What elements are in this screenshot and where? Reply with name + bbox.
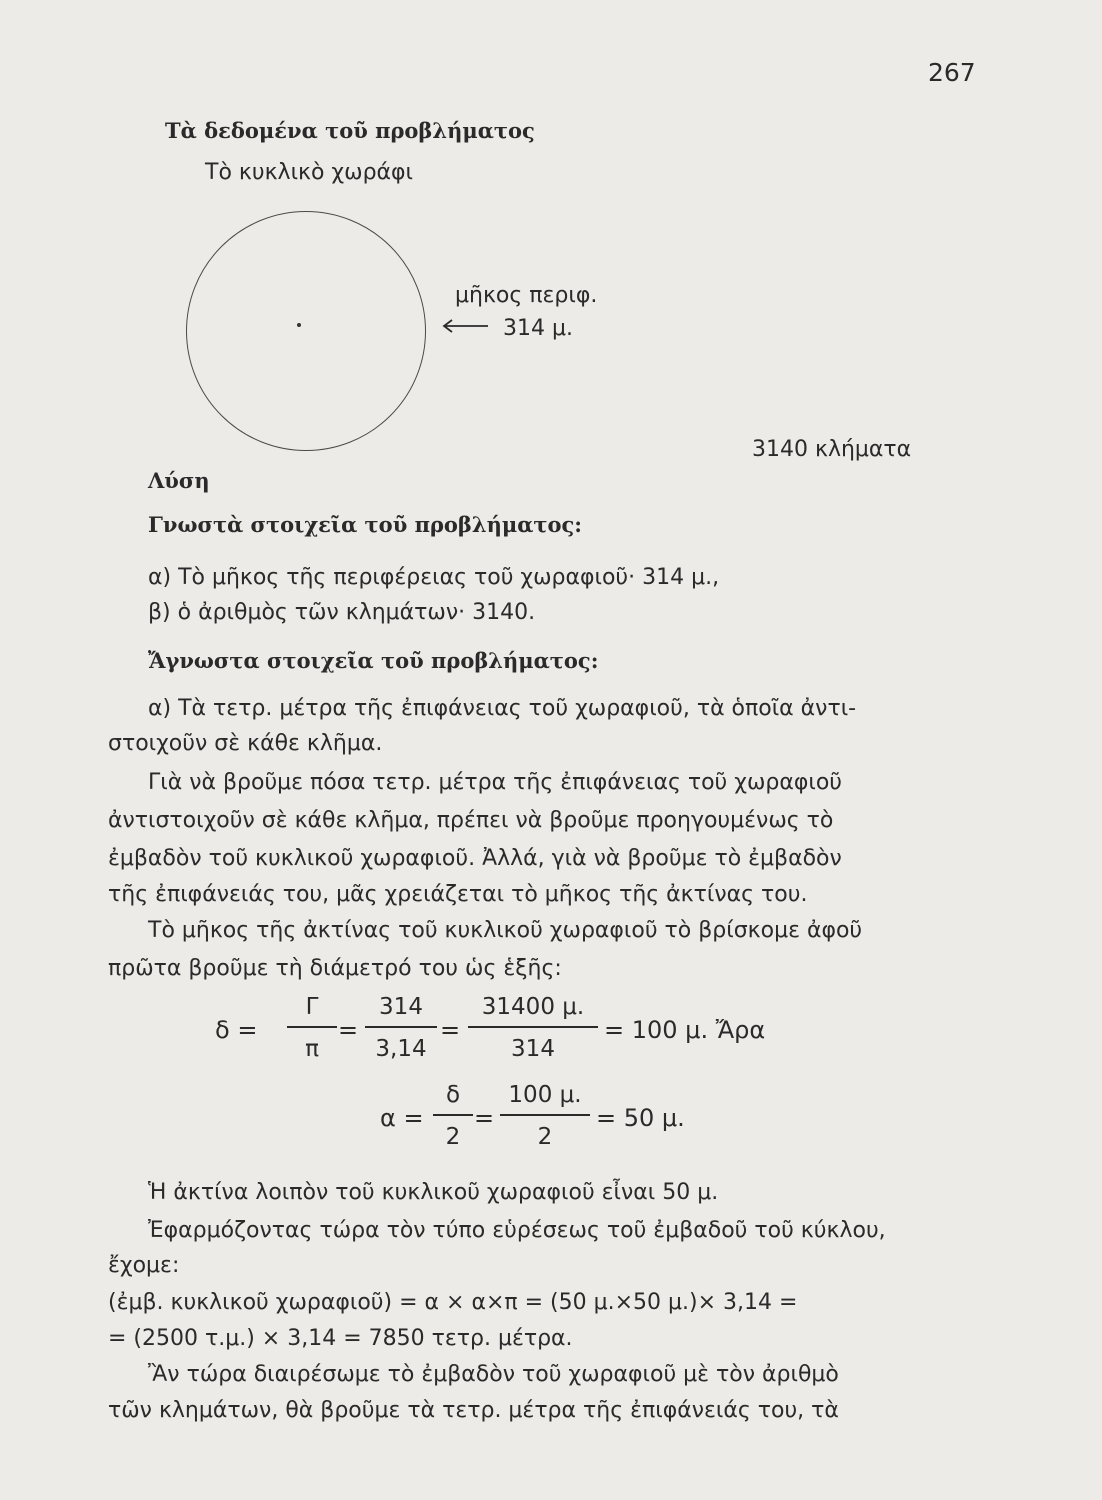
given-subheading: Τὸ κυκλικὸ χωράφι	[205, 160, 413, 185]
paragraph-line: Γιὰ νὰ βροῦμε πόσα τετρ. μέτρα τῆς ἐπιφάνειας τοῦ χωραφιοῦ	[148, 770, 843, 795]
eq2-equals: =	[474, 1104, 495, 1132]
paragraph-line: ἀντιστοιχοῦν σὲ κάθε κλῆμα, πρέπει νὰ βροῦμε προηγουμένως τὸ	[108, 808, 834, 833]
eq2-f1-den: 2	[445, 1123, 461, 1150]
paragraph-line: ἔχομε:	[108, 1253, 180, 1278]
eq1-fraction-3	[468, 994, 598, 1062]
paragraph-line: τῆς ἐπιφάνειάς του, μᾶς χρειάζεται τὸ μῆκος τῆς ἀκτίνας του.	[108, 882, 808, 907]
known-heading: Γνωστὰ στοιχεῖα τοῦ προβλήματος:	[148, 512, 583, 537]
eq1-equals: =	[440, 1016, 461, 1044]
eq2-lhs: α =	[380, 1104, 424, 1132]
paragraph-line: Ἡ ἀκτίνα λοιπὸν τοῦ κυκλικοῦ χωραφιοῦ εἶναι 50 μ.	[148, 1180, 719, 1205]
eq2-fraction-1	[433, 1082, 473, 1150]
eq1-fraction-1	[287, 994, 337, 1062]
eq2-f2-den: 2	[537, 1123, 553, 1150]
given-heading: Τὰ δεδομένα τοῦ προβλήματος	[165, 118, 535, 143]
eq1-equals: =	[338, 1016, 359, 1044]
circle-center-dot	[297, 323, 301, 327]
eq1-result: = 100 μ. Ἄρα	[604, 1016, 766, 1044]
perimeter-value: 314 μ.	[503, 316, 573, 341]
perimeter-label: μῆκος περιφ.	[455, 283, 598, 308]
paragraph-line: πρῶτα βροῦμε τὴ διάμετρό του ὡς ἑξῆς:	[108, 956, 562, 981]
known-b: β) ὁ ἀριθμὸς τῶν κλημάτων· 3140.	[148, 600, 536, 625]
formula-line: (ἐμβ. κυκλικοῦ χωραφιοῦ) = α × α×π = (50 μ.×50 μ.)× 3,14 =	[108, 1290, 798, 1315]
field-circle	[186, 211, 426, 451]
eq1-f3-num: 31400 μ.	[481, 994, 585, 1020]
eq1-f1-den: π	[305, 1035, 319, 1062]
unknown-heading: Ἄγνωστα στοιχεῖα τοῦ προβλήματος:	[148, 648, 599, 673]
paragraph-line: Ἐφαρμόζοντας τώρα τὸν τύπο εὑρέσεως τοῦ ἐμβαδοῦ τοῦ κύκλου,	[148, 1218, 886, 1243]
eq2-result: = 50 μ.	[596, 1104, 685, 1132]
vines-count: 3140 κλήματα	[752, 437, 912, 462]
eq1-f3-den: 314	[511, 1035, 555, 1062]
eq1-lhs: δ =	[215, 1016, 258, 1044]
eq1-f2-den: 3,14	[375, 1035, 427, 1062]
eq2-fraction-2	[500, 1082, 590, 1150]
eq1-fraction-2	[365, 994, 437, 1062]
formula-line: = (2500 τ.μ.) × 3,14 = 7850 τετρ. μέτρα.	[108, 1326, 573, 1351]
eq2-f1-num: δ	[445, 1082, 461, 1108]
eq1-f1-num: Γ	[305, 994, 319, 1020]
paragraph-line: Ἂν τώρα διαιρέσωμε τὸ ἐμβαδὸν τοῦ χωραφιοῦ μὲ τὸν ἀριθμὸ	[148, 1362, 839, 1387]
paragraph-line: τῶν κλημάτων, θὰ βροῦμε τὰ τετρ. μέτρα τῆς ἐπιφάνειάς του, τὰ	[108, 1398, 839, 1423]
solution-heading: Λύση	[148, 468, 210, 493]
unknown-a-line2: στοιχοῦν σὲ κάθε κλῆμα.	[108, 731, 383, 756]
paragraph-line: Τὸ μῆκος τῆς ἀκτίνας τοῦ κυκλικοῦ χωραφιοῦ τὸ βρίσκομε ἀφοῦ	[148, 918, 863, 943]
eq1-f2-num: 314	[379, 994, 423, 1020]
unknown-a-line1: α) Τὰ τετρ. μέτρα τῆς ἐπιφάνειας τοῦ χωραφιοῦ, τὰ ὁποῖα ἀντι-	[148, 696, 857, 721]
left-arrow-icon	[440, 318, 490, 334]
page-number: 267	[928, 58, 976, 87]
eq2-f2-num: 100 μ.	[508, 1082, 582, 1108]
known-a: α) Τὸ μῆκος τῆς περιφέρειας τοῦ χωραφιοῦ· 314 μ.,	[148, 565, 720, 590]
paragraph-line: ἐμβαδὸν τοῦ κυκλικοῦ χωραφιοῦ. Ἀλλά, γιὰ νὰ βροῦμε τὸ ἐμβαδὸν	[108, 846, 842, 871]
